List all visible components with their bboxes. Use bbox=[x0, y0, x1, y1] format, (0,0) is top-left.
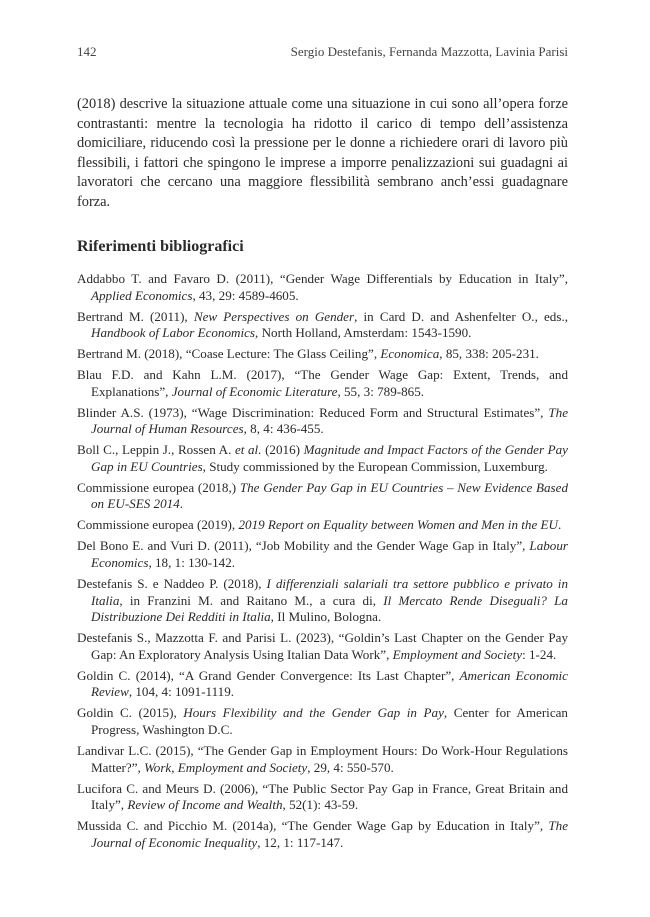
reference-italic-text: Magnitude and Impact Factors of the Gender Pay Gap in EU Countries bbox=[91, 442, 568, 474]
reference-text: Destefanis S. e Naddeo P. (2018), bbox=[77, 576, 267, 592]
reference-text: (2016) bbox=[261, 442, 304, 458]
reference-text: , 12, 1: 117-147. bbox=[257, 834, 344, 850]
section-title: Riferimenti bibliografici bbox=[77, 238, 244, 255]
reference-text: Del Bono E. and Vuri D. (2011), “Job Mobility and the Gender Wage Gap in Italy”, bbox=[77, 538, 530, 554]
reference-item bbox=[77, 538, 568, 571]
reference-text: Blinder A.S. (1973), “Wage Discrimination: Reduced Form and Structural Estimates”, bbox=[77, 404, 549, 420]
reference-item bbox=[77, 668, 568, 701]
reference-italic-text: Il Mercato Rende Diseguali? La Distribuzione Dei Redditi in Italia bbox=[91, 592, 568, 625]
reference-item bbox=[77, 271, 568, 304]
reference-text: Bertrand M. (2018), “Coase Lecture: The Glass Ceiling”, bbox=[77, 346, 381, 362]
reference-italic-text: New Perspectives on Gender bbox=[193, 308, 355, 324]
reference-text: , Center for American Progress, Washington D.C. bbox=[91, 705, 568, 737]
reference-text: Boll C., Leppin J., Rossen A. bbox=[77, 442, 235, 458]
reference-italic-text: et al. bbox=[234, 442, 262, 458]
reference-item bbox=[77, 818, 568, 851]
intro-paragraph: (2018) descrive la situazione attuale come una situazione in cui sono all’opera forze contrastanti: mentre la tecnologia ha ridotto il carico di tempo dell’assistenza domiciliare, riducendo così la pressione per le donne a richiedere orari di lavoro più flessibili, i fattori che spingono le imprese a imporre penalizzazioni sui guadagni ai lavoratori che cercano una maggiore flessibilità sembrano anch’essi guadagnare forza. bbox=[77, 96, 568, 210]
reference-italic-text: Economica bbox=[380, 346, 440, 362]
reference-italic-text: The Journal of Human Resources, bbox=[91, 404, 568, 437]
running-header-authors: Sergio Destefanis, Fernanda Mazzotta, Lavinia Parisi bbox=[290, 44, 568, 59]
reference-text: , 55, 3: 789-865. bbox=[337, 383, 425, 399]
reference-italic-text: Journal of Economic Literature bbox=[171, 383, 338, 399]
reference-text: Landivar L.C. (2015), “The Gender Gap in Employment Hours: Do Work-Hour Regulations Matter?”, bbox=[77, 742, 568, 775]
reference-item bbox=[77, 705, 568, 738]
reference-item bbox=[77, 346, 568, 363]
reference-item bbox=[77, 576, 568, 626]
page-number: 142 bbox=[77, 44, 97, 59]
reference-item bbox=[77, 480, 568, 513]
reference-text: Mussida C. and Picchio M. (2014a), “The Gender Wage Gap by Education in Italy”, bbox=[77, 818, 549, 834]
reference-item bbox=[77, 517, 568, 534]
reference-item bbox=[77, 630, 568, 663]
reference-item bbox=[77, 309, 568, 342]
reference-text: Goldin C. (2014), “A Grand Gender Convergence: Its Last Chapter”, bbox=[77, 667, 460, 683]
reference-text: Commissione europea (2018,) bbox=[77, 479, 240, 495]
reference-italic-text: Labour Economics bbox=[91, 538, 568, 571]
reference-text: 8, 4: 436-455. bbox=[246, 421, 324, 437]
reference-italic-text: 2019 Report on Equality between Women and Men in the EU bbox=[238, 517, 558, 533]
reference-text: . bbox=[179, 496, 184, 512]
reference-italic-text: Handbook of Labor Economics bbox=[91, 325, 256, 341]
reference-item bbox=[77, 442, 568, 475]
reference-text: Blau F.D. and Kahn L.M. (2017), “The Gender Wage Gap: Extent, Trends, and Explanations”, bbox=[77, 367, 568, 399]
reference-text: , North Holland, Amsterdam: 1543-1590. bbox=[255, 325, 472, 341]
reference-italic-text: Work, Employment and Society bbox=[144, 759, 308, 775]
reference-item bbox=[77, 405, 568, 438]
reference-text: Goldin C. (2015), bbox=[77, 705, 184, 721]
reference-text: , Il Mulino, Bologna. bbox=[270, 609, 382, 625]
reference-text: Bertrand M. (2011), bbox=[77, 308, 194, 324]
reference-italic-text: Hours Flexibility and the Gender Gap in Pay bbox=[183, 705, 444, 721]
reference-text: Addabbo T. and Favaro D. (2011), “Gender Wage Differentials by Education in Italy”, bbox=[77, 271, 568, 286]
reference-text: Commissione europea (2019), bbox=[77, 517, 239, 533]
reference-text: Destefanis S., Mazzotta F. and Parisi L. (2023), “Goldin’s Last Chapter on the Gender Pay Gap: An Exploratory Analysis Using Italian Data Work”, bbox=[77, 630, 568, 662]
reference-text: , 85, 338: 205-231. bbox=[439, 346, 539, 362]
reference-text: , in Franzini M. and Raitano M., a cura di, bbox=[119, 592, 384, 608]
reference-text: , Study commissioned by the European Commission, Luxemburg. bbox=[202, 458, 548, 474]
reference-item bbox=[77, 743, 568, 776]
reference-text: , 52(1): 43-59. bbox=[282, 797, 359, 813]
reference-text: : 1-24. bbox=[522, 646, 557, 662]
reference-italic-text: Applied Economics bbox=[91, 287, 193, 303]
running-header bbox=[77, 44, 568, 60]
reference-text: , in Card D. and Ashenfelter O., eds., bbox=[354, 308, 568, 324]
reference-item bbox=[77, 367, 568, 400]
reference-text: , 43, 29: 4589-4605. bbox=[192, 287, 299, 303]
reference-italic-text: American Economic Review bbox=[91, 667, 568, 700]
reference-text: , 104, 4: 1091-1119. bbox=[128, 684, 235, 700]
reference-list bbox=[77, 271, 568, 856]
reference-italic-text: The Journal of Economic Inequality bbox=[91, 818, 568, 850]
reference-text: . bbox=[558, 517, 562, 533]
reference-italic-text: The Gender Pay Gap in EU Countries – New Evidence Based on EU-SES 2014 bbox=[91, 479, 568, 512]
reference-italic-text: Employment and Society bbox=[392, 646, 523, 662]
reference-italic-text: I differenziali salariali tra settore pubblico e privato in Italia bbox=[91, 576, 568, 608]
reference-item bbox=[77, 781, 568, 814]
reference-text: , 18, 1: 130-142. bbox=[148, 555, 236, 571]
reference-text: Lucifora C. and Meurs D. (2006), “The Public Sector Pay Gap in France, Great Britain and Italy”, bbox=[77, 780, 568, 813]
reference-text: , 29, 4: 550-570. bbox=[307, 759, 394, 775]
reference-italic-text: Review of Income and Wealth bbox=[127, 797, 283, 813]
